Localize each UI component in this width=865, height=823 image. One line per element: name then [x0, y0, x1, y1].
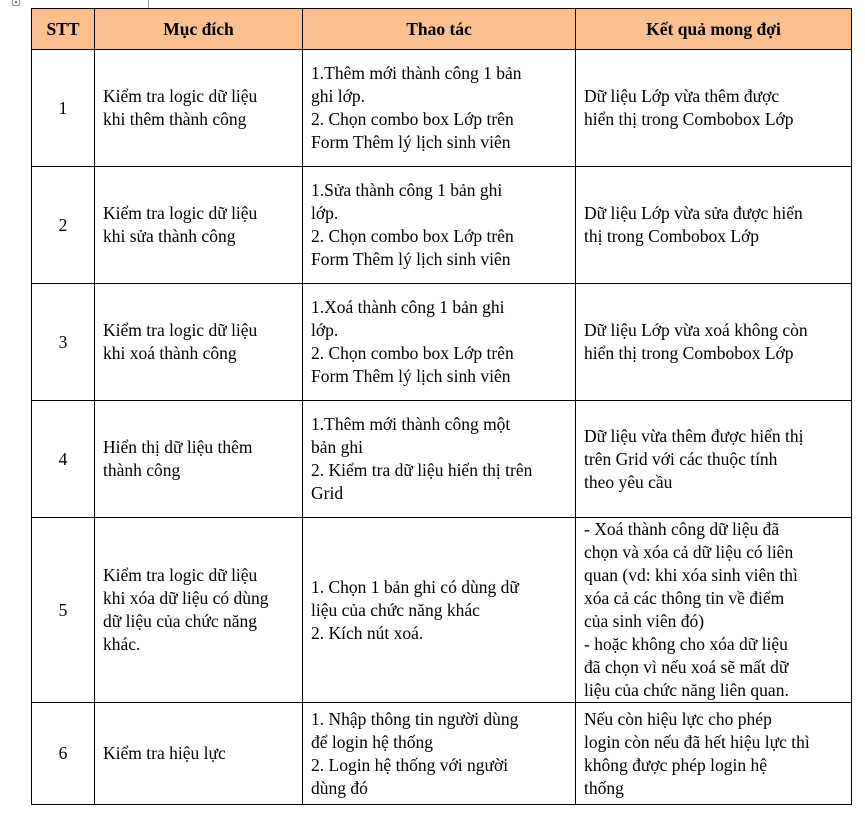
cell-line: Nếu còn hiệu lực cho phép	[584, 708, 772, 729]
cell-line: - hoặc không cho xóa dữ liệu	[584, 634, 788, 654]
table-row	[32, 284, 852, 401]
cell-line: liệu của chức năng liên quan.	[584, 680, 789, 700]
cell-line: Kiểm tra logic dữ liệu	[103, 320, 258, 340]
cell-ket-qua	[576, 518, 852, 703]
cell-line: không được phép login hệ	[584, 754, 768, 775]
cell-line: đã chọn vì nếu xoá sẽ mất dữ	[584, 657, 789, 677]
cell-line: 2. Kiểm tra dữ liệu hiển thị trên	[311, 460, 533, 480]
cell-line: dùng đó	[311, 777, 368, 798]
cell-line: trên Grid với các thuộc tính	[584, 448, 778, 469]
cell-muc-dich	[95, 284, 303, 401]
cell-line: Hiển thị dữ liệu thêm	[103, 437, 253, 457]
cell-line: hiển thị trong Combobox Lớp	[584, 343, 794, 363]
cell-line: Kiểm tra logic dữ liệu	[103, 86, 258, 106]
cell-line: Dữ liệu Lớp vừa thêm được	[584, 86, 780, 106]
cell-line: 1.Thêm mới thành công một	[311, 414, 511, 434]
cell-line: Form Thêm lý lịch sinh viên	[311, 132, 511, 152]
cell-line: 1.Thêm mới thành công 1 bản	[311, 63, 522, 83]
cell-line: lớp.	[311, 203, 339, 223]
cell-muc-dich	[95, 401, 303, 518]
cell-line: xóa cả các thông tin về điểm	[584, 588, 785, 608]
cell-line: chọn và xóa cả dữ liệu có liên	[584, 542, 794, 562]
cell-line: 1. Nhập thông tin người dùng	[311, 708, 519, 729]
cell-line: bản ghi	[311, 437, 364, 457]
cell-line: để login hệ thống	[311, 731, 433, 752]
cell-line: - Xoá thành công dữ liệu đã	[584, 519, 780, 539]
cell-stt: 1	[32, 50, 95, 167]
cell-thao-tac	[303, 50, 576, 167]
cell-line: 2. Chọn combo box Lớp trên	[311, 109, 514, 129]
cell-ket-qua	[576, 50, 852, 167]
cell-line: 1.Xoá thành công 1 bản ghi	[311, 297, 505, 317]
cell-line: 2. Chọn combo box Lớp trên	[311, 343, 514, 363]
cell-stt: 3	[32, 284, 95, 401]
cell-line: Dữ liệu vừa thêm được hiển thị	[584, 425, 804, 446]
cell-thao-tac	[303, 167, 576, 284]
test-case-table	[31, 8, 852, 805]
cell-stt: 5	[32, 518, 95, 703]
cell-line: 2. Chọn combo box Lớp trên	[311, 226, 514, 246]
cell-line: Form Thêm lý lịch sinh viên	[311, 366, 511, 386]
cell-line: Form Thêm lý lịch sinh viên	[311, 249, 511, 269]
cell-line: khác.	[103, 634, 141, 654]
cell-ket-qua	[576, 167, 852, 284]
cell-stt: 4	[32, 401, 95, 518]
cell-line: Dữ liệu Lớp vừa xoá không còn	[584, 320, 808, 340]
table-row	[32, 50, 852, 167]
cell-ket-qua	[576, 703, 852, 805]
cell-ket-qua	[576, 401, 852, 518]
cell-line: Grid	[311, 483, 344, 503]
cell-line: login còn nếu đã hết hiệu lực thì	[584, 731, 810, 752]
table-move-handle-icon[interactable]	[12, 0, 20, 6]
table-header-row	[32, 9, 852, 50]
cell-line: quan (vd: khi xóa sinh viên thì	[584, 565, 798, 585]
cell-muc-dich	[95, 518, 303, 703]
cell-line: liệu của chức năng khác	[311, 599, 480, 620]
cell-thao-tac	[303, 401, 576, 518]
cell-stt: 6	[32, 703, 95, 805]
cell-line: Kiểm tra logic dữ liệu	[103, 565, 258, 585]
cell-ket-qua	[576, 284, 852, 401]
header-ket-qua: Kết quả mong đợi	[576, 9, 852, 50]
cell-thao-tac	[303, 518, 576, 703]
cell-line: dữ liệu của chức năng	[103, 611, 258, 631]
cell-line: Kiểm tra hiệu lực	[103, 743, 226, 763]
table-row	[32, 518, 852, 703]
cell-thao-tac	[303, 703, 576, 805]
cell-line: thống	[584, 777, 624, 798]
header-thao-tac: Thao tác	[303, 9, 576, 50]
cell-thao-tac	[303, 284, 576, 401]
cell-line: thành công	[103, 460, 181, 480]
cell-muc-dich	[95, 50, 303, 167]
cell-line: khi xóa dữ liệu có dùng	[103, 588, 269, 608]
table-row	[32, 703, 852, 805]
cell-line: Kiểm tra logic dữ liệu	[103, 203, 258, 223]
cell-line: khi thêm thành công	[103, 109, 247, 129]
cell-line: 1.Sửa thành công 1 bản ghi	[311, 180, 503, 200]
cell-muc-dich	[95, 703, 303, 805]
cell-stt: 2	[32, 167, 95, 284]
cell-line: thị trong Combobox Lớp	[584, 226, 760, 246]
cell-line: 2. Login hệ thống với người	[311, 754, 509, 775]
table-row	[32, 401, 852, 518]
cell-muc-dich	[95, 167, 303, 284]
header-muc-dich: Mục đích	[95, 9, 303, 50]
cell-line: lớp.	[311, 320, 339, 340]
header-stt: STT	[32, 9, 95, 50]
ruler-marker	[148, 0, 149, 8]
cell-line: 1. Chọn 1 bản ghi có dùng dữ	[311, 576, 519, 597]
cell-line: khi sửa thành công	[103, 226, 236, 246]
cell-line: 2. Kích nút xoá.	[311, 622, 424, 643]
cell-line: theo yêu cầu	[584, 471, 673, 492]
cell-line: khi xoá thành công	[103, 343, 237, 363]
cell-line: của sinh viên đó)	[584, 611, 705, 631]
cell-line: ghi lớp.	[311, 86, 365, 106]
table-row	[32, 167, 852, 284]
cell-line: hiển thị trong Combobox Lớp	[584, 109, 794, 129]
cell-line: Dữ liệu Lớp vừa sửa được hiển	[584, 203, 803, 223]
